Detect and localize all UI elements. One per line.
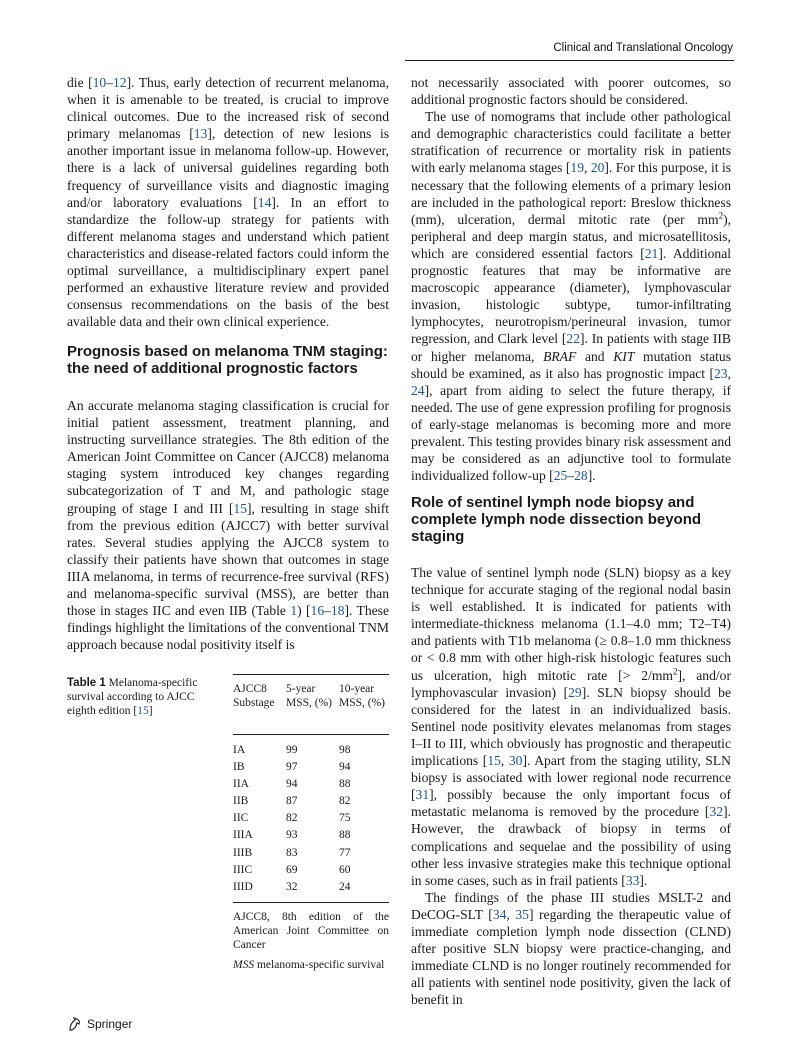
citation-link[interactable]: 22: [566, 331, 581, 347]
survival-table: [233, 674, 389, 978]
table-cell: 69: [286, 863, 298, 876]
citation-link[interactable]: 16: [310, 603, 325, 619]
citation-link[interactable]: 35: [515, 906, 529, 922]
citation-link[interactable]: 15: [137, 705, 149, 717]
column-header: 10-year MSS, (%): [339, 683, 386, 709]
table-footnotes: [233, 903, 389, 972]
citation-link[interactable]: 30: [508, 753, 523, 769]
citation-link[interactable]: 31: [415, 787, 430, 803]
citation-link[interactable]: 34: [492, 906, 507, 922]
table-cell: 60: [339, 863, 351, 876]
table-cell: 97: [286, 761, 298, 774]
table-cell: 93: [286, 829, 298, 842]
citation-link[interactable]: 12: [112, 75, 127, 90]
table-cell: 77: [339, 846, 351, 859]
table-row: [233, 810, 389, 827]
citation-link[interactable]: 24: [411, 382, 425, 398]
journal-title: Clinical and Translational Oncology: [553, 42, 733, 54]
paragraph: not necessarily associated with poorer outcomes, so additional prognostic factors should be considered.: [411, 75, 731, 108]
paragraph: The value of sentinel lymph node (SLN) biopsy as a key technique for accurate staging of the regional nodal basin is well established. It is indicated for patients with intermediate-thickness melanoma (1.1–4.0 mm; T2–T4) and patients with T1b melanoma (≥ 0.8–1.0 mm thickness or < 0.8 mm with other high-risk histologic features such us ulceration, high mitotic rate [> $2/mm^2$], and/or lymphovascular invasion) [29]. SLN biopsy should be considered for the latest in an individualized basis. Sentinel node positivity elevates melanomas from stages I–II to III, which obviously has prognostic and therapeutic implications [15, 30]. Apart from the staging utility, SLN biopsy is associated with lower regional node recurrence [31], possibly because the only important focus of metastatic melanoma is removed by the procedure [32]. However, the drawback of biopsy in terms of complications and sequelae and the possibility of using other less invasive strategies make this technique optional in some cases, such as in frail patients [33].: [411, 565, 731, 888]
table-row: [233, 776, 389, 793]
left-column: [67, 74, 389, 330]
paragraph: The use of nomograms that include other pathological and demographic characteristics could facilitate a better stratification of recurrence or mortality risk in patients with early melanoma stages [19, 20]. For this purpose, it is necessary that the following elements of a primary lesion are included in the pathological report: Breslow thickness (mm), ulceration, dermal mitotic rate (per $mm^2$), peripheral and deep margin status, and microsatellitosis, which are considered essential factors [21]. Additional prognostic features that may be informative are macroscopic appearance (diameter), lymphovascular invasion, histologic subtype, tumor-infiltrating lymphocytes, neurotropism/perineural invasion, tumor regression, and Clark level [22]. In patients with stage IIB or higher melanoma, BRAF and KIT mutation status should be examined, as it also has prognostic impact [23, 24], apart from aiding to select the future therapy, if needed. The use of gene expression profiling for prognosis of early-stage melanomas is becoming more and more prevalent. This testing provides binary risk assessment and may be considered as an adjunctive tool to formulate individualized follow-up [25–28].: [411, 109, 732, 484]
springer-horse-icon: [67, 1016, 83, 1032]
table-header: [233, 675, 389, 734]
table-caption: Table 1 Melanoma-specific survival according to AJCC eighth edition [15]: [67, 677, 198, 717]
table-cell: 75: [339, 812, 351, 825]
right-column: [411, 74, 731, 484]
table-row: [233, 879, 389, 896]
left-column-section: [67, 397, 389, 653]
header-rule: [405, 60, 734, 61]
table-cell: IIC: [233, 812, 249, 825]
table-cell: 98: [339, 744, 351, 756]
table-row: [233, 742, 389, 759]
table-cell: 82: [339, 795, 351, 808]
section-heading-prognosis: Prognosis based on melanoma TNM staging: the need of additional prognostic factors: [67, 343, 388, 377]
citation-link[interactable]: 29: [568, 684, 582, 700]
publisher-footer: [67, 1016, 132, 1032]
table-cell: IIIC: [233, 863, 253, 876]
italic-term: KIT: [613, 348, 635, 364]
citation-link[interactable]: 28: [574, 468, 588, 484]
column-header: 5-year MSS, (%): [286, 683, 333, 709]
paragraph: The findings of the phase III studies MSLT-2 and DeCOG-SLT [34, 35] regarding the therapeutic value of immediate completion lymph node dissection (CLND) after positive SLN biopsy were practice-changing, and immediate CLND is no longer routinely recommended for all patients with sentinel node positivity, given the lack of benefit in: [411, 889, 731, 1008]
citation-link[interactable]: 15: [233, 500, 247, 516]
citation-link[interactable]: 19: [570, 160, 584, 176]
table-cell: 94: [286, 778, 298, 791]
publisher-name: Springer: [87, 1017, 133, 1031]
table-footnote: MSS melanoma-specific survival: [233, 958, 385, 971]
citation-link[interactable]: 32: [709, 804, 724, 820]
table-cell: IIID: [233, 880, 253, 893]
table-cell: 99: [286, 744, 298, 756]
citation-link[interactable]: 23: [714, 365, 728, 381]
table-cell: 88: [339, 829, 351, 842]
table-footnote: AJCC8, 8th edition of the American Joint Committee on Cancer: [233, 910, 389, 951]
table-cell: 83: [286, 846, 298, 859]
citation-link[interactable]: 14: [257, 194, 272, 210]
table-label: Table 1: [67, 677, 106, 689]
citation-link[interactable]: 25: [553, 468, 568, 484]
table-cell: IB: [233, 761, 245, 774]
section-heading-sln: Role of sentinel lymph node biopsy and complete lymph node dissection beyond staging: [411, 494, 702, 545]
table-row: [233, 759, 389, 776]
citation-link[interactable]: 20: [590, 160, 605, 176]
paragraph: die [10–12]. Thus, early detection of recurrent melanoma, when it is amenable to be treated, is crucial to improve clinical outcomes. Due to the increased risk of second primary melanomas [13], detection of new lesions is another important issue in melanoma follow-up. However, there is a lack of universal guidelines regarding both frequency of surveillance visits and diagnostic imaging and/or laboratory evaluations [14]. In an effort to standardize the follow-up strategy for patients with different melanoma stages and understand which patient characteristics and disease-related factors could inform the optimal surveillance, a multidisciplinary expert panel performed an exhaustive literature review and provided consensus recommendations on the basis of the best available data and their own clinical experience.: [67, 75, 390, 330]
citation-link[interactable]: 15: [487, 753, 501, 769]
table-cell: 87: [286, 795, 298, 808]
right-column-section: [411, 564, 731, 1008]
paragraph: An accurate melanoma staging classification is crucial for initial patient assessment, treatment planning, and instructing surveillance strategies. The 8th edition of the American Joint Committee on Cancer (AJCC8) melanoma staging system introduced key changes regarding subcategorization of T and M, and pathologic stage grouping of stage I and III [15], resulting in stage shift from the previous edition (AJCC7) with better survival rates. Several studies applying the AJCC8 system to classify their patients have shown that outcomes in stage IIIA melanoma, in terms of recurrence-free survival (RFS) and melanoma-specific survival (MSS), are better than those in stages IIC and even IIB (Table 1) [16–18]. These findings highlight the limitations of the conventional TNM approach because nodal positivity itself is: [67, 398, 390, 653]
table-cell: 24: [339, 880, 351, 893]
citation-link[interactable]: 13: [193, 126, 208, 142]
citation-link[interactable]: 10: [92, 75, 107, 90]
table-cell: 32: [286, 880, 298, 893]
superscript: 2: [672, 666, 678, 677]
citation-link[interactable]: 21: [644, 245, 659, 261]
citation-link[interactable]: 1: [290, 603, 298, 619]
table-cell: 82: [286, 812, 298, 825]
table-cell: IIIB: [233, 846, 253, 859]
table-row: [233, 862, 389, 879]
citation-link[interactable]: 18: [330, 603, 345, 619]
table-cell: IIIA: [233, 829, 253, 842]
table-cell: IA: [233, 744, 246, 756]
table-body: [233, 735, 389, 902]
table-cell: 88: [339, 778, 351, 791]
table-cell: IIB: [233, 795, 249, 808]
italic-term: BRAF: [543, 348, 577, 364]
table-cell: 94: [339, 761, 351, 774]
table-row: [233, 793, 389, 810]
superscript: 2: [718, 210, 724, 221]
citation-link[interactable]: 33: [625, 872, 640, 888]
table-row: [233, 845, 389, 862]
table-cell: IIA: [233, 778, 249, 791]
column-header: AJCC8 Substage: [233, 683, 275, 709]
table-row: [233, 827, 389, 844]
